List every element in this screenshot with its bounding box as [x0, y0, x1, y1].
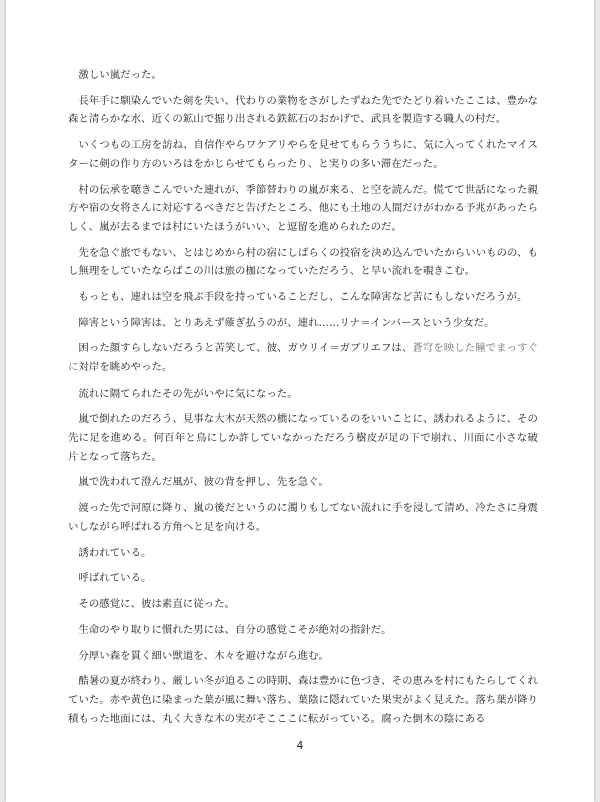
- body-text: [68, 66, 538, 735]
- paragraph: もっとも、連れは空を飛ぶ手段を持っていることだし、こんな障害など苦にもしないだろうが。: [78, 290, 528, 303]
- paragraph: いくつもの工房を訪ね、自信作やらワケアリやらを見せてもらううちに、気に入ってくれたマイスターに剣の作り方のいろはをかじらせてもらったり、と実りの多い滞在だった。: [68, 139, 538, 170]
- paragraph: [68, 339, 538, 376]
- page-number: 4: [296, 740, 304, 752]
- document-page: [6, 0, 594, 802]
- paragraph: 渡った先で河原に降り、嵐の後だというのに濁りもしてない流れに手を浸して清め、冷たさに身震いしながら呼ばれる方角へと足を向ける。: [68, 502, 538, 533]
- paragraph: 呼ばれている。: [78, 572, 152, 585]
- paragraph: 誘われている。: [78, 546, 152, 559]
- text-run-grey: 蒼穹を映した瞳でまっすぐに: [68, 342, 538, 374]
- paragraph: 激しい嵐だった。: [78, 69, 162, 81]
- paragraph: 村の伝承を聴きこんでいた連れが、季節替わりの嵐が来る、と空を読んだ。慌てて世話になった親方や宿の女将さんに対応するべきだと告げたところ、他にも土地の人間だけがわかる予兆があったらしく、嵐が去るまでは村にいたほうがいい、と逗留を進められたのだ。: [68, 183, 539, 233]
- paragraph: 障害という障害は、とりあえず薙ぎ払うのが、連れ……リナ＝インバースという少女だ。: [78, 316, 495, 329]
- paragraph: 嵐で倒れたのだろう、見事な大木が天然の橋になっているのをいいことに、誘われるように、その先に足を進める。何百年と鳥にしか許していなかっただろう樹皮が足の下で崩れ、川面に小さな破片となって落ちた。: [68, 413, 538, 463]
- paragraph: 嵐で洗われて澄んだ風が、彼の背を押し、先を急ぐ。: [78, 476, 329, 489]
- paragraph: 先を急ぐ旅でもない、とはじめから村の宿にしばらくの投宿を決め込んでいたからいいものの、もし無理をしていたならばこの川は旅の枷になっていただろう、と早い流れを覗きこむ。: [68, 246, 538, 278]
- paragraph: 生命のやり取りに慣れた男には、自分の感覚こそが絶対の指針だ。: [78, 623, 392, 636]
- paragraph: 分厚い森を貫く細い獣道を、木々を避けながら進む。: [78, 649, 329, 662]
- paragraph: 長年手に馴染んでいた剣を失い、代わりの業物をさがしたずねた先でたどり着いたここは、豊かな森と清らかな水、近くの鉱山で掘り出される鉄鉱石のおかげで、武具を製造する職人の村だ。: [68, 94, 538, 126]
- text-run: 困った顔すらしないだろうと苦笑して、彼、ガウリイ＝ガブリエフは、: [78, 342, 413, 355]
- paragraph: 酷暑の夏が終わり、厳しい冬が迫るこの時期、森は豊かに色づき、その恵みを村にもたらしてくれていた。赤や黄色に染まった葉が風に舞い落ち、葉陰に隠れていた果実がよく見えた。落ち葉が降り積もった地面には、丸く大きな木の実がそこここに転がっている。腐った倒木の陰にある: [68, 675, 538, 725]
- text-run: 対岸を眺めやった。: [78, 361, 173, 374]
- paragraph: その感覚に、彼は素直に従った。: [78, 598, 235, 611]
- paragraph: 流れに隔てられたその先がいやに気になった。: [78, 387, 298, 400]
